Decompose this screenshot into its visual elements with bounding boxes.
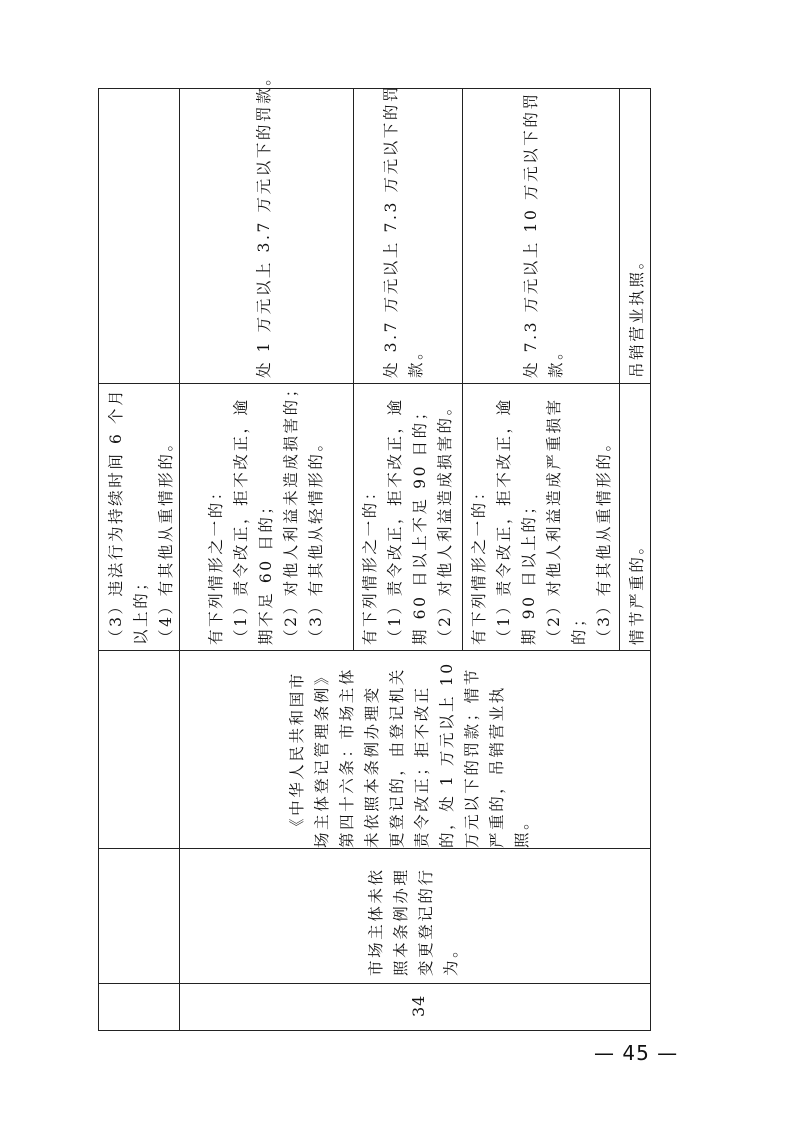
penalty-cell-2: 处 3.7 万元以上 7.3 万元以下的罚 <box>382 83 400 378</box>
circumstance-line: （2）对他人利益造成严重损害 <box>545 397 563 645</box>
circumstance-line: （3）有其他从重情形的。 <box>595 433 613 645</box>
legal-basis-line: 责令改正；拒不改正 <box>413 685 431 848</box>
legal-basis-line: 的，处 1 万元以上 10 <box>438 661 456 848</box>
circumstance-line: （4）有其他从重情形的。 <box>157 433 175 645</box>
circumstance-line: （3）违法行为持续时间 6 个月 <box>107 387 125 645</box>
row-divider-number <box>98 983 651 984</box>
row-number: 34 <box>409 994 428 1017</box>
violation-line: 变更登记的行 <box>417 867 435 976</box>
row-divider-basis <box>98 650 651 651</box>
circumstance-line: （2）对他人利益造成损害的。 <box>436 397 454 645</box>
penalty-cell-3: 处 7.3 万元以上 10 万元以下的罚 <box>522 91 540 378</box>
table-border-bottom <box>98 1030 651 1031</box>
legal-basis-line: 《中华人民共和国市 <box>288 671 306 834</box>
violation-line: 照本条例办理 <box>392 867 410 976</box>
table-border-left <box>98 88 99 1031</box>
subrow-divider-3 <box>619 88 620 650</box>
legal-basis-line: 严重的，吊销营业执 <box>488 685 506 848</box>
circumstance-line: 期 60 日以上不足 90 日的； <box>411 402 429 645</box>
violation-line: 为。 <box>442 939 460 976</box>
penalty-cell-4: 吊销营业执照。 <box>628 251 646 378</box>
row-divider-circumstance <box>98 383 651 384</box>
circumstance-line: 的； <box>570 608 588 645</box>
circumstance-line: （1）责令改正，拒不改正，逾 <box>232 397 250 645</box>
circumstance-line: 期不足 60 日的； <box>257 496 275 645</box>
circumstance-cell-4: 情节严重的。 <box>628 536 646 645</box>
legal-basis-line: 场主体登记管理条例》 <box>313 666 331 848</box>
circumstance-line: （3）有其他从轻情形的。 <box>307 433 325 645</box>
circumstance-line: 期 90 日以上的； <box>520 496 538 645</box>
legal-basis-line: 更登记的，由登记机关 <box>388 666 406 848</box>
subrow-divider-2 <box>462 88 463 650</box>
legal-basis-line: 第四十六条：市场主体 <box>338 666 356 848</box>
circumstance-line: （2）对他人利益未造成损害的； <box>282 379 300 645</box>
legal-basis-line: 未依照本条例办理变 <box>363 685 381 848</box>
circumstance-line: （1）责令改正，拒不改正，逾 <box>386 397 404 645</box>
violation-line: 市场主体未依 <box>367 867 385 976</box>
row-divider-violation <box>98 848 651 849</box>
penalty-cell-2b: 款。 <box>407 341 425 378</box>
table-border-top <box>98 88 651 89</box>
circumstance-line: 有下列情形之一的： <box>361 482 379 645</box>
circumstance-line: 有下列情形之一的： <box>207 482 225 645</box>
legal-basis-line: 万元以下的罚款；情节 <box>463 666 481 848</box>
penalty-cell-1: 处 1 万元以上 3.7 万元以下的罚款。 <box>255 67 273 378</box>
circumstance-line: （1）责令改正，拒不改正，逾 <box>495 397 513 645</box>
circumstance-line: 有下列情形之一的： <box>470 482 488 645</box>
page-number: — 45 — <box>594 1041 679 1065</box>
circumstance-line: 以上的； <box>132 572 150 645</box>
penalty-cell-3b: 款。 <box>547 341 565 378</box>
subrow-divider-1 <box>353 88 354 650</box>
legal-basis-line: 照。 <box>513 811 531 848</box>
